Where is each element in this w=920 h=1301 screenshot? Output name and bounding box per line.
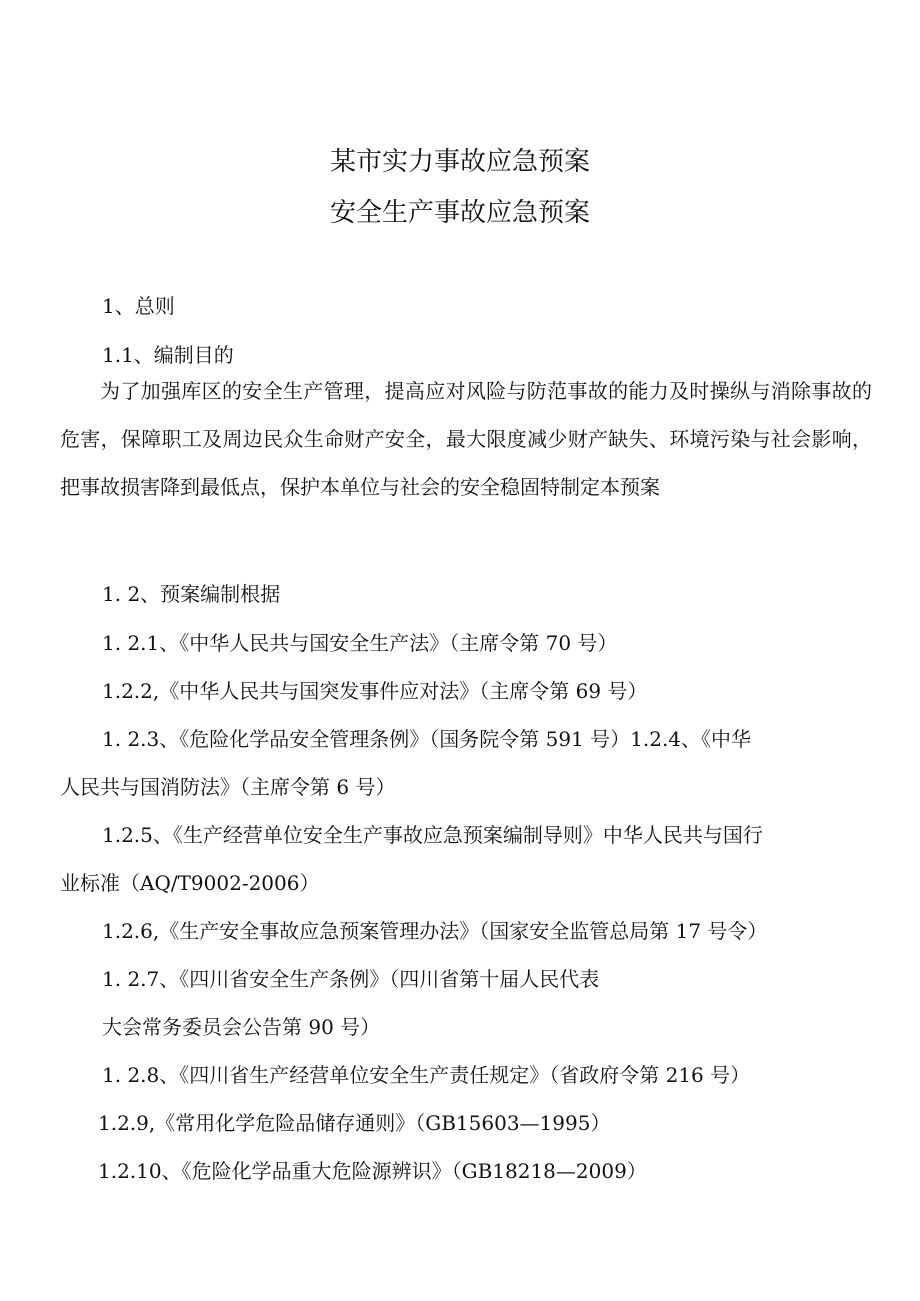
basis-item-continued: 业标准（AQ/T9002-2006）: [60, 871, 320, 895]
section-heading-basis: 1. 2、预案编制根据: [102, 582, 281, 606]
basis-item-continued: 大会常务委员会公告第 90 号）: [102, 1015, 381, 1039]
document-subtitle: 安全生产事故应急预案: [329, 198, 590, 228]
basis-item: 1.2.9,《常用化学危险品储存通则》（GB15603—1995）: [98, 1111, 611, 1135]
basis-item: 1. 2.7、《四川省安全生产条例》（四川省第十届人民代表: [102, 967, 600, 991]
basis-item: 1.2.5、《生产经营单位安全生产事故应急预案编制导则》中华人民共与国行: [102, 823, 763, 847]
basis-item: 1.2.6,《生产安全事故应急预案管理办法》（国家安全监管总局第 17 号令）: [102, 919, 768, 943]
basis-item: 1.2.2,《中华人民共与国突发事件应对法》（主席令第 69 号）: [102, 679, 648, 703]
basis-item: 1. 2.1、《中华人民共与国安全生产法》（主席令第 70 号）: [102, 631, 618, 655]
section-heading-purpose: 1.1、编制目的: [102, 343, 234, 367]
basis-item: 1. 2.8、《四川省生产经营单位安全生产责任规定》（省政府令第 216 号）: [102, 1063, 751, 1087]
basis-item-continued: 人民共与国消防法》（主席令第 6 号）: [60, 775, 396, 799]
basis-item: 1.2.10、《危险化学品重大危险源辨识》（GB18218—2009）: [98, 1159, 647, 1183]
document-title: 某市实力事故应急预案: [329, 147, 590, 177]
basis-item: 1. 2.3、《危险化学品安全管理条例》（国务院令第 591 号）1.2.4、《中华: [102, 727, 752, 751]
purpose-paragraph: 为了加强库区的安全生产管理，提高应对风险与防范事故的能力及时操纵与消除事故的危害，保障职工及周边民众生命财产安全，最大限度减少财产缺失、环境污染与社会影响，把事故损害降到最低点，保护本单位与社会的安全稳固特制定本预案: [60, 379, 872, 499]
section-heading-general: 1、总则: [102, 294, 175, 318]
